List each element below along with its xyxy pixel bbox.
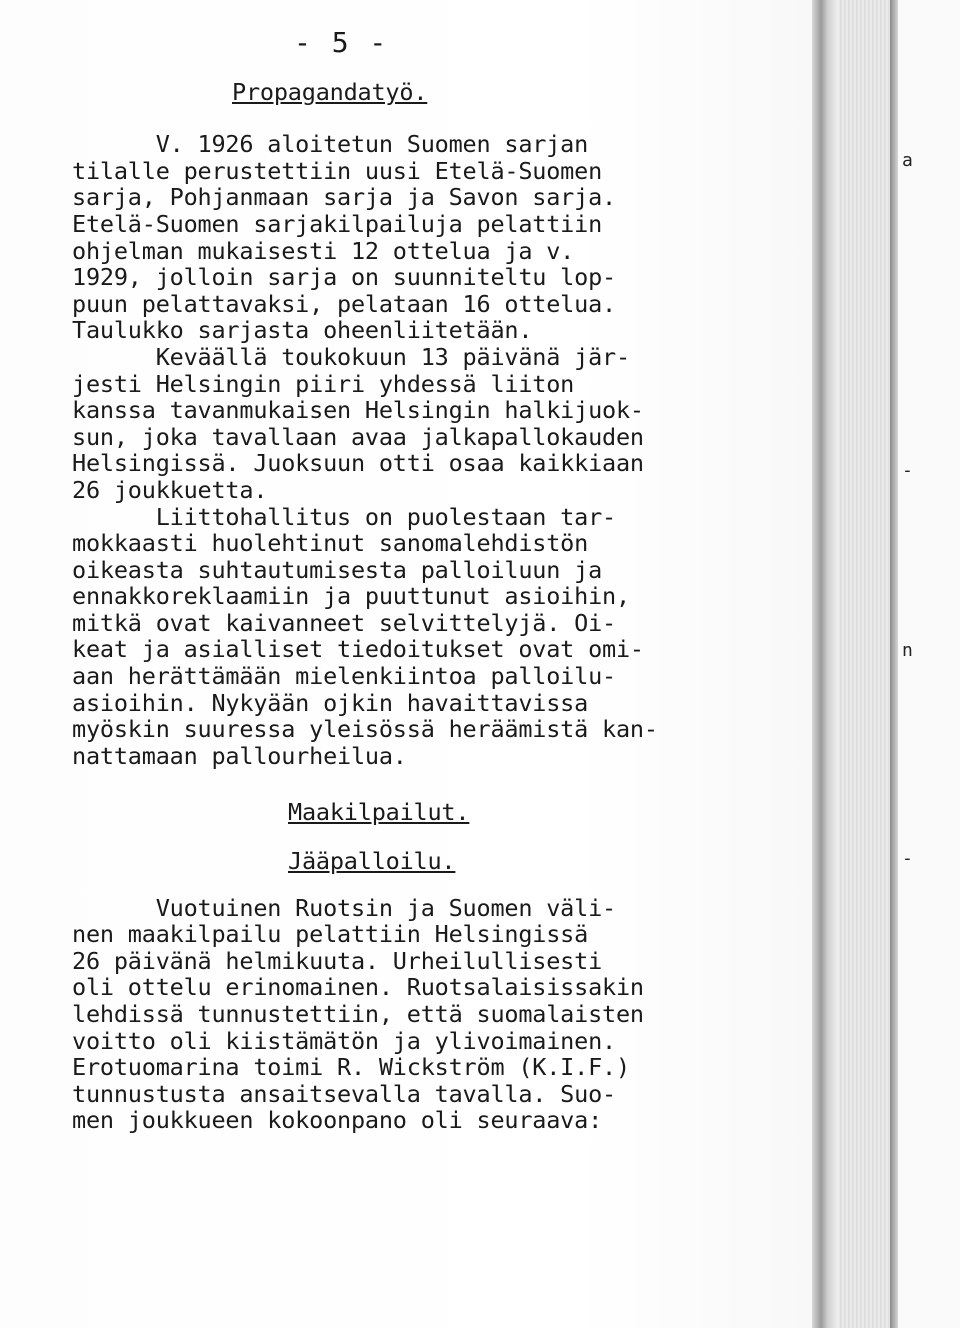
text-line: mitkä ovat kaivanneet selvittelyjä. Oi- bbox=[72, 608, 616, 637]
text-line: nattamaan pallourheilua. bbox=[72, 741, 407, 770]
text-line: oikeasta suhtautumisesta palloiluun ja bbox=[72, 555, 603, 584]
text-line: Erotuomarina toimi R. Wickström (K.I.F.) bbox=[72, 1053, 630, 1082]
text-line: aan herättämään mielenkiintoa palloilu- bbox=[72, 662, 616, 691]
text-line: men joukkueen kokoonpano oli seuraava: bbox=[72, 1106, 603, 1135]
text-line: ohjelman mukaisesti 12 ottelua ja v. bbox=[72, 236, 575, 265]
subheading-jaapalloilu: Jääpalloilu. bbox=[288, 847, 456, 876]
text-line: voitto oli kiistämätön ja ylivoimainen. bbox=[72, 1026, 616, 1055]
text-line: Helsingissä. Juoksuun otti osaa kaikkiaan bbox=[72, 449, 644, 478]
text-line: kanssa tavanmukaisen Helsingin halkijuok- bbox=[72, 396, 644, 425]
subheading-maakilpailut: Maakilpailut. bbox=[288, 798, 470, 827]
text-line: myöskin suuressa yleisössä heräämistä kan- bbox=[72, 715, 658, 744]
text-line: Vuotuinen Ruotsin ja Suomen väli- bbox=[72, 893, 616, 922]
page-edge-shadow bbox=[890, 0, 898, 1328]
text-line: mokkaasti huolehtinut sanomalehdistön bbox=[72, 529, 589, 558]
adjacent-page-glyph: n bbox=[902, 640, 913, 661]
adjacent-page-glyph: - bbox=[902, 460, 913, 481]
adjacent-page bbox=[898, 0, 960, 1328]
text-line: Etelä-Suomen sarjakilpailuja pelattiin bbox=[72, 209, 603, 238]
text-line: ennakkoreklaamiin ja puuttunut asioihin, bbox=[72, 582, 630, 611]
paragraph-jaapalloilu bbox=[72, 895, 812, 1134]
text-line: jesti Helsingin piiri yhdessä liiton bbox=[72, 369, 575, 398]
text-line: 1929, jolloin sarja on suunniteltu lop- bbox=[72, 263, 616, 292]
text-line: tunnustusta ansaitsevalla tavalla. Suo- bbox=[72, 1079, 616, 1108]
text-line: Keväällä toukokuun 13 päivänä jär- bbox=[72, 342, 630, 371]
text-line: asioihin. Nykyään ojkin havaittavissa bbox=[72, 688, 589, 717]
text-line: Liittohallitus on puolestaan tar- bbox=[72, 502, 616, 531]
text-line: puun pelattavaksi, pelataan 16 ottelua. bbox=[72, 289, 616, 318]
page-number: - 5 - bbox=[294, 26, 389, 59]
text-line: keat ja asialliset tiedoitukset ovat omi- bbox=[72, 635, 644, 664]
text-line: oli ottelu erinomainen. Ruotsalaisissakin bbox=[72, 973, 644, 1002]
text-line: lehdissä tunnustettiin, että suomalaisten bbox=[72, 1000, 644, 1028]
page-edges bbox=[838, 0, 890, 1328]
adjacent-page-glyph: - bbox=[902, 848, 913, 869]
adjacent-page-glyph: a bbox=[902, 150, 913, 171]
document-body bbox=[72, 26, 812, 1135]
book-spine bbox=[812, 0, 838, 1328]
text-line: V. 1926 aloitetun Suomen sarjan bbox=[72, 130, 589, 159]
text-line: 26 päivänä helmikuuta. Urheilullisesti bbox=[72, 946, 603, 975]
text-line: Taulukko sarjasta oheenliitetään. bbox=[72, 316, 533, 345]
section-heading: Propagandatyö. bbox=[232, 77, 428, 106]
text-line: nen maakilpailu pelattiin Helsingissä bbox=[72, 920, 589, 949]
text-line: tilalle perustettiin uusi Etelä-Suomen bbox=[72, 156, 603, 185]
paragraph-propaganda bbox=[72, 131, 812, 769]
text-line: sarja, Pohjanmaan sarja ja Savon sarja. bbox=[72, 183, 616, 212]
text-line: 26 joukkuetta. bbox=[72, 475, 268, 504]
text-line: sun, joka tavallaan avaa jalkapallokauden bbox=[72, 422, 644, 451]
